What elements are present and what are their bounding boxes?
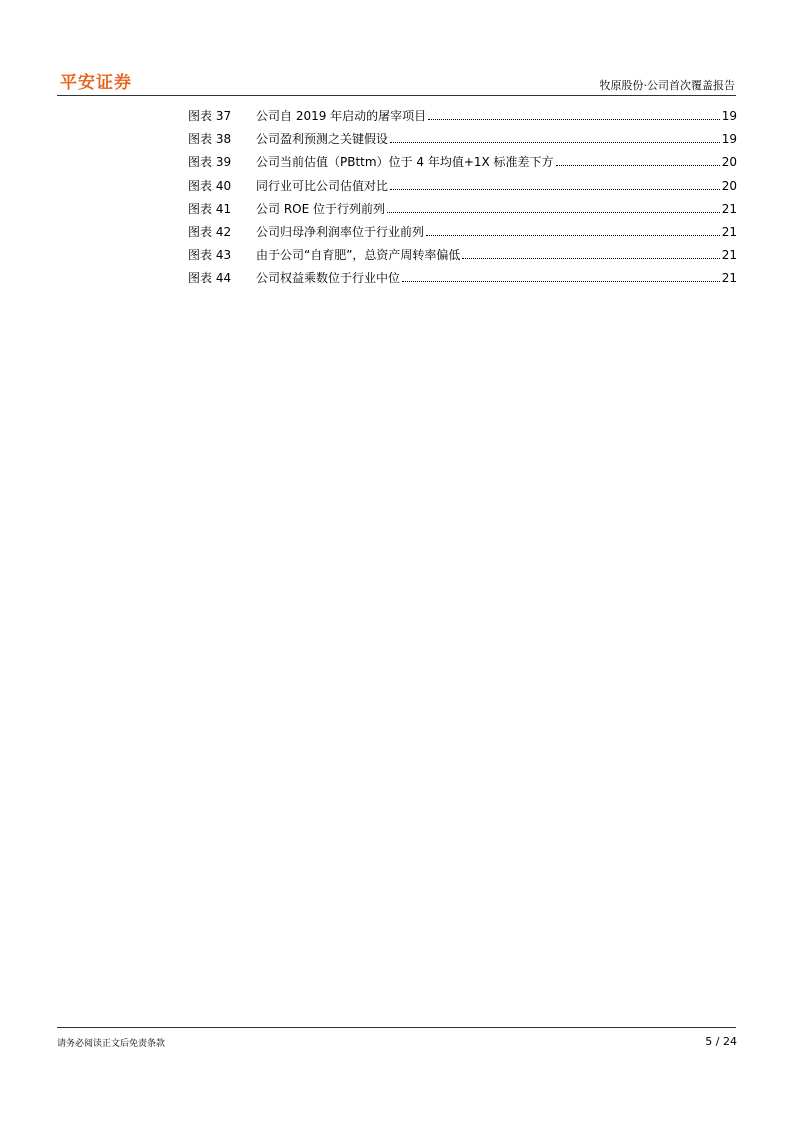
toc-entry-title: 同行业可比公司估值对比	[256, 178, 389, 193]
toc-entry[interactable]	[188, 154, 737, 177]
header-divider	[57, 95, 736, 96]
toc-entry-page: 21	[721, 224, 737, 239]
footer-disclaimer: 请务必阅读正文后免责条款	[57, 1039, 166, 1049]
toc-dot-leader	[402, 270, 720, 282]
toc-entry-page: 21	[721, 248, 737, 263]
toc-entry-label: 图表 44	[188, 271, 232, 286]
toc-entry-label: 图表 37	[188, 109, 232, 123]
toc-entry-title: 公司权益乘数位于行业中位	[256, 271, 401, 286]
toc-entry-page: 21	[721, 201, 737, 216]
toc-dot-leader	[390, 178, 720, 190]
toc-dot-leader	[428, 108, 720, 120]
page-number: 5 / 24	[705, 1035, 737, 1048]
report-title: 牧原股份·公司首次覆盖报告	[599, 79, 735, 92]
toc-entry[interactable]	[188, 247, 737, 270]
toc-entry-page: 20	[721, 178, 737, 193]
toc-entry-page: 21	[721, 271, 737, 286]
toc-entry[interactable]	[188, 224, 737, 247]
toc-entry-label: 图表 43	[188, 248, 232, 263]
toc-entry[interactable]	[188, 201, 737, 224]
brand-logo: 平安证券	[60, 73, 132, 93]
toc-entry-title: 公司自 2019 年启动的屠宰项目	[256, 109, 427, 123]
toc-dot-leader	[556, 154, 720, 166]
toc-entry-page: 20	[721, 155, 737, 170]
toc-entry-title: 公司当前估值（PBttm）位于 4 年均值+1X 标准差下方	[256, 155, 554, 170]
toc-entry-label: 图表 39	[188, 155, 232, 170]
toc-entry-page: 19	[721, 109, 737, 123]
toc-entry-title: 公司 ROE 位于行列前列	[256, 201, 385, 216]
toc-entry-title: 公司归母净利润率位于行业前列	[256, 224, 425, 239]
toc-entry-label: 图表 41	[188, 201, 232, 216]
toc-entry-label: 图表 40	[188, 178, 232, 193]
toc-entry-title: 由于公司“自育肥”，总资产周转率偏低	[256, 248, 461, 263]
toc-dot-leader	[387, 201, 720, 213]
footer-divider	[57, 1027, 736, 1028]
toc-dot-leader	[462, 247, 719, 259]
toc-entry-page: 19	[721, 132, 737, 147]
toc-entry-title: 公司盈利预测之关键假设	[256, 132, 389, 147]
toc-entry[interactable]	[188, 178, 737, 201]
toc-entry[interactable]	[188, 131, 737, 154]
figure-index-list	[188, 108, 737, 294]
toc-dot-leader	[390, 131, 720, 143]
toc-dot-leader	[426, 224, 720, 236]
toc-entry-label: 图表 38	[188, 132, 232, 147]
toc-entry[interactable]	[188, 270, 737, 293]
toc-entry[interactable]	[188, 108, 737, 131]
toc-entry-label: 图表 42	[188, 224, 232, 239]
